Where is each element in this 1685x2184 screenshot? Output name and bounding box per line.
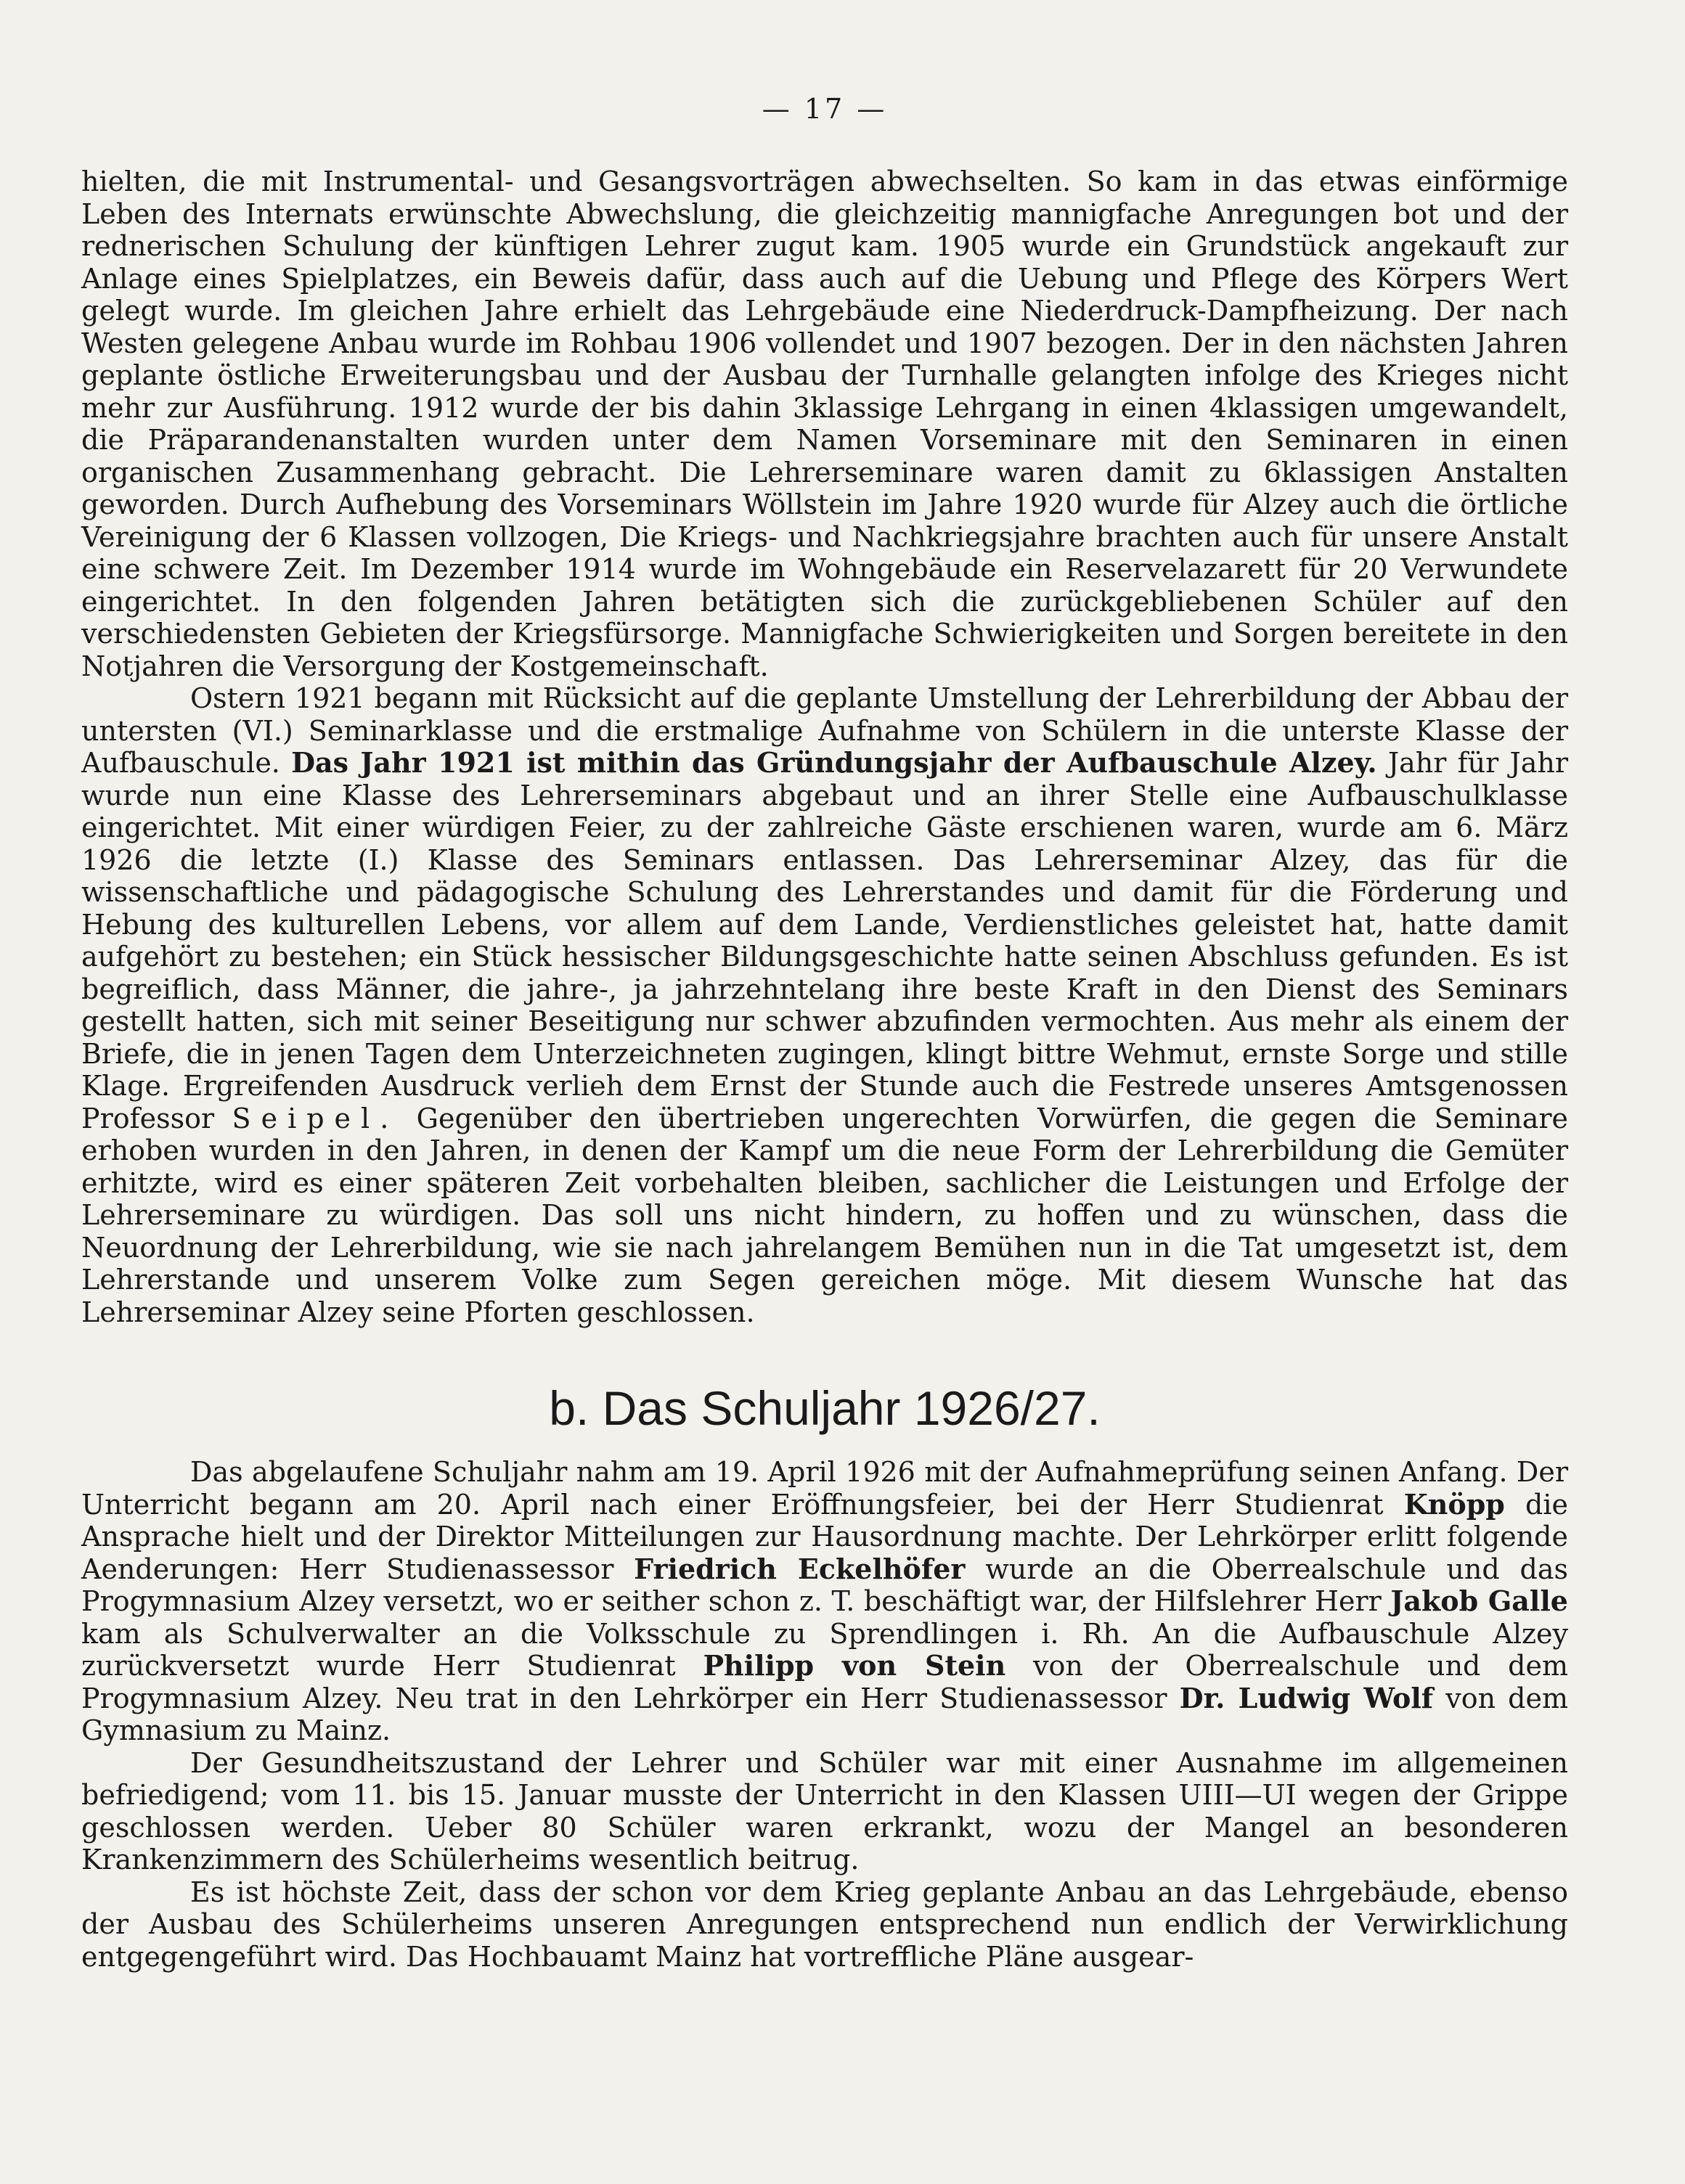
paragraph-building-plans: Es ist höchste Zeit, dass der schon vor dem Krieg geplante Anbau an das Lehrgebäude, ebenso der Ausbau des Schülerheims unseren Anregungen entsprechend nun endlich der Verwirklichung entgegengeführt wird. Das Hochbauamt Mainz hat vortreffliche Pläne ausgear- xyxy=(81,1876,1568,1973)
document-page xyxy=(81,0,1568,2184)
person-name-seipel: Seipel. xyxy=(232,1102,399,1134)
text-run: Ostern 1921 begann mit Rücksicht auf die geplante Umstellung der Lehrerbildung der Abbau der untersten (VI.) Seminarklasse und die erstmalige Aufnahme von Schülern in die unterste Klasse der Aufbauschule. xyxy=(81,682,1568,779)
text-run: von der Oberrealschule und dem Progymnasium Alzey. Neu trat in den Lehrkörper ein Herr Studienassessor xyxy=(81,1650,1568,1714)
text-run: die Ansprache hielt und der Direktor Mitteilungen zur Hausordnung machte. Der Lehrkörper erlitt folgende Aenderungen: Herr Studienassessor xyxy=(81,1488,1568,1585)
founding-year-statement: Das Jahr 1921 ist mithin das Gründungsjahr der Aufbauschule Alzey. xyxy=(291,746,1377,779)
paragraph-founding-of-aufbauschule xyxy=(81,682,1568,1328)
section-heading: b. Das Schuljahr 1926/27. xyxy=(549,1381,1101,1435)
page-number: — 17 — xyxy=(762,93,888,125)
text-run: Jahr für Jahr wurde nun eine Klasse des Lehrerseminars abgebaut und an ihrer Stelle eine Aufbauschulklasse eingerichtet. Mit einer würdigen Feier, zu der zahlreiche Gäste erschienen waren, wurde am 6. März 1926 die letzte (I.) Klasse des Seminars entlassen. Das Lehrerseminar Alzey, das für die wissenschaftliche und pädagogische Schulung des Lehrerstandes und damit für die Förderung und Hebung des kulturellen Lebens, vor allem auf dem Lande, Verdienstliches geleistet hat, hatte damit aufgehört zu bestehen; ein Stück hessischer Bildungsgeschichte hatte seinen Abschluss gefunden. Es ist begreiflich, dass Männer, die jahre-, ja jahrzehntelang ihre beste Kraft in den Dienst des Seminars gestellt hatten, sich mit seiner Beseitigung nur schwer abzufinden vermochten. Aus mehr als einem der Briefe, die in jenen Tagen dem Unterzeichneten zugingen, klingt bittre Wehmut, ernste Sorge und stille Klage. Ergreifenden Ausdruck verlieh dem Ernst der Stunde auch die Festrede unseres Amtsgenossen Professor xyxy=(81,747,1568,1134)
text-run: von dem Gymnasium zu Mainz. xyxy=(81,1682,1569,1746)
body-text xyxy=(81,165,1568,1973)
person-name-wolf: Dr. Ludwig Wolf xyxy=(1179,1681,1434,1714)
paragraph-health: Der Gesundheitszustand der Lehrer und Schüler war mit einer Ausnahme im allgemeinen befriedigend; vom 11. bis 15. Januar musste der Unterricht in den Klassen UIII—UI wegen der Grippe geschlossen werden. Ueber 80 Schüler waren erkrankt, wozu der Mangel an besonderen Krankenzimmern des Schülerheims wesentlich beitrug. xyxy=(81,1746,1568,1876)
paragraph-seminar-history: hielten, die mit Instrumental- und Gesangsvorträgen abwechselten. So kam in das etwas einförmige Leben des Internats erwünschte Abwechslung, die gleichzeitig mannigfache Anregungen bot und der rednerischen Schulung der künftigen Lehrer zugut kam. 1905 wurde ein Grundstück angekauft zur Anlage eines Spielplatzes, ein Beweis dafür, dass auch auf die Uebung und Pflege des Körpers Wert gelegt wurde. Im gleichen Jahre erhielt das Lehrgebäude eine Niederdruck-Dampfheizung. Der nach Westen gelegene Anbau wurde im Rohbau 1906 vollendet und 1907 bezogen. Der in den nächsten Jahren geplante östliche Erweiterungsbau und der Ausbau der Turnhalle gelangten infolge des Krieges nicht mehr zur Ausführung. 1912 wurde der bis dahin 3klassige Lehrgang in einen 4klassigen umgewandelt, die Präparandenanstalten wurden unter dem Namen Vorseminare mit den Seminaren in einen organischen Zusammenhang gebracht. Die Lehrerseminare waren damit zu 6klassigen Anstalten geworden. Durch Aufhebung des Vorseminars Wöllstein im Jahre 1920 wurde für Alzey auch die örtliche Vereinigung der 6 Klassen vollzogen, Die Kriegs- und Nachkriegsjahre brachten auch für unsere Anstalt eine schwere Zeit. Im Dezember 1914 wurde im Wohngebäude ein Reservelazarett für 20 Verwundete eingerichtet. In den folgenden Jahren betätigten sich die zurückgebliebenen Schüler auf den verschiedensten Gebieten der Kriegsfürsorge. Mannigfache Schwierigkeiten und Sorgen bereitete in den Notjahren die Versorgung der Kostgemeinschaft. xyxy=(81,165,1568,682)
text-run: Das abgelaufene Schuljahr nahm am 19. April 1926 mit der Aufnahmeprüfung seinen Anfang. Der Unterricht begann am 20. April nach einer Eröffnungsfeier, bei der Herr Studienrat xyxy=(81,1456,1568,1521)
text-run: Gegenüber den übertrieben ungerechten Vorwürfen, die gegen die Seminare erhoben wurden in den Jahren, in denen der Kampf um die neue Form der Lehrerbildung die Gemüter erhitzte, wird es einer späteren Zeit vorbehalten bleiben, sachlicher die Leistungen und Erfolge der Lehrerseminare zu würdigen. Das soll uns nicht hindern, zu hoffen und zu wünschen, dass die Neuordnung der Lehrerbildung, wie sie nach jahrelangem Bemühen nun in die Tat umgesetzt ist, dem Lehrerstande und unserem Volke zum Segen gereichen möge. Mit diesem Wunsche hat das Lehrerseminar Alzey seine Pforten geschlossen. xyxy=(81,1102,1568,1328)
person-name-knoepp: Knöpp xyxy=(1403,1487,1505,1521)
person-name-eckelhoefer: Friedrich Eckelhöfer xyxy=(634,1552,966,1585)
paragraph-school-year-start xyxy=(81,1456,1568,1747)
text-run: wurde an die Oberrealschule und das Progymnasium Alzey versetzt, wo er seither schon z. T. beschäftigt war, der Hilfslehrer Herr xyxy=(81,1553,1568,1617)
text-run: kam als Schulverwalter an die Volksschule zu Sprendlingen i. Rh. An die Aufbauschule Alzey zurückversetzt wurde Herr Studienrat xyxy=(81,1617,1568,1682)
person-name-von-stein: Philipp von Stein xyxy=(703,1649,1006,1682)
person-name-galle: Jakob Galle xyxy=(1390,1584,1568,1617)
